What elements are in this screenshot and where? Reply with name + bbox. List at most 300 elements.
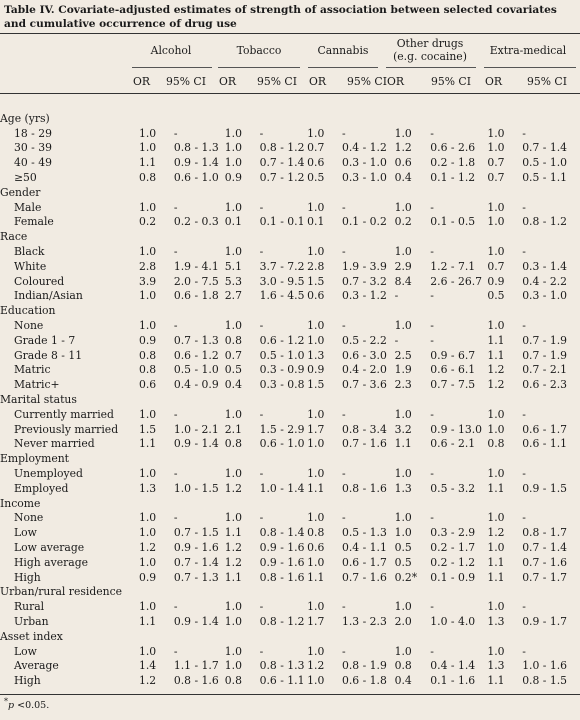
or-cell <box>395 496 431 511</box>
or-cell: 1.1 <box>487 481 505 495</box>
or-cell: 1.0 <box>138 526 157 540</box>
ci-cell: - <box>259 126 264 140</box>
ci-cell: 0.2 - 0.3 <box>173 215 219 229</box>
row-label: Low <box>14 526 37 540</box>
or-cell <box>395 229 431 244</box>
or-cell: 1.0 <box>224 511 242 525</box>
table-row <box>0 644 580 659</box>
table-row <box>0 333 580 348</box>
ci-cell: - <box>173 467 178 481</box>
or-cell: 0.5 <box>394 555 412 569</box>
or-cell <box>225 303 260 318</box>
row-label: Indian/Asian <box>14 289 83 303</box>
ci-cell: 1.5 - 2.9 <box>259 422 305 436</box>
or-cell: 1.0 <box>224 141 242 155</box>
or-cell <box>487 629 522 644</box>
ci-cell <box>260 303 308 318</box>
ci-cell <box>522 451 580 466</box>
or-cell <box>487 229 522 244</box>
ci-cell: 1.0 - 1.4 <box>259 481 305 495</box>
ci-cell <box>342 629 395 644</box>
ci-cell: 0.7 - 1.2 <box>259 171 305 185</box>
table-row <box>0 244 580 259</box>
or-cell: 1.3 <box>487 659 505 673</box>
or-cell: 2.3 <box>394 378 412 392</box>
row-label: Unemployed <box>14 467 83 481</box>
row-label: High <box>14 674 41 688</box>
section-row <box>0 585 580 600</box>
ci-cell: 0.7 - 1.6 <box>342 570 387 584</box>
or-cell: 1.0 <box>487 141 505 155</box>
ci-cell <box>260 185 308 200</box>
or-cell: 1.0 <box>307 126 325 140</box>
or-cell: 3.9 <box>138 274 157 288</box>
ci-cell <box>430 451 487 466</box>
ci-cell: 1.0 - 4.0 <box>430 614 476 628</box>
row-label: 18 - 29 <box>14 126 52 140</box>
or-cell: - <box>394 333 399 347</box>
ci-cell <box>430 229 487 244</box>
subheader-ci: 95% CI <box>431 75 471 88</box>
or-cell: 1.1 <box>138 156 157 170</box>
ci-cell: 0.3 - 1.0 <box>342 156 387 170</box>
or-cell: 0.7 <box>224 348 242 362</box>
row-label: Previously married <box>14 422 119 436</box>
ci-cell: 0.8 - 1.6 <box>342 481 387 495</box>
or-cell: 1.0 <box>394 245 412 259</box>
ci-cell: - <box>342 511 346 525</box>
ci-cell <box>342 185 395 200</box>
group-underline <box>218 67 300 68</box>
or-cell: 0.8 <box>138 363 157 377</box>
subheader-ci: 95% CI <box>347 75 387 88</box>
ci-cell: 0.6 - 1.8 <box>173 289 219 303</box>
table-row <box>0 407 580 422</box>
table-row <box>0 437 580 452</box>
or-cell: 1.2 <box>307 659 325 673</box>
row-label: Low average <box>14 541 85 554</box>
or-cell: 1.0 <box>307 600 325 614</box>
ci-cell: 0.8 - 1.3 <box>259 659 305 673</box>
or-cell <box>395 629 431 644</box>
or-cell: 2.0 <box>394 614 412 628</box>
ci-cell: 0.9 - 1.6 <box>173 541 219 554</box>
or-cell: 1.0 <box>487 467 505 481</box>
ci-cell: - <box>342 200 346 214</box>
ci-cell: 0.7 - 1.9 <box>522 333 568 347</box>
or-cell <box>307 629 342 644</box>
or-cell: 1.0 <box>487 511 505 525</box>
ci-cell: 0.8 - 1.9 <box>342 659 387 673</box>
section-row <box>0 111 580 126</box>
or-cell: 0.7 <box>487 259 505 273</box>
or-cell: - <box>394 289 399 303</box>
or-cell <box>487 496 522 511</box>
ci-cell: 0.6 - 2.6 <box>430 141 476 155</box>
ci-cell: 0.9 - 1.7 <box>522 614 568 628</box>
or-cell: 1.0 <box>487 319 505 333</box>
ci-cell <box>342 585 395 600</box>
or-cell <box>139 303 174 318</box>
ci-cell: - <box>430 319 434 333</box>
or-cell: 1.0 <box>487 644 505 658</box>
ci-cell: 0.5 - 1.0 <box>522 156 568 170</box>
header-rule <box>0 93 580 94</box>
ci-cell: - <box>522 467 526 481</box>
or-cell: 1.1 <box>224 526 242 540</box>
or-cell: 1.2 <box>224 555 242 569</box>
ci-cell: 0.3 - 1.2 <box>342 289 387 303</box>
or-cell: 0.2 <box>138 215 157 229</box>
ci-cell: - <box>430 467 434 481</box>
or-cell: 1.0 <box>487 407 505 421</box>
or-cell <box>225 496 260 511</box>
ci-cell: - <box>430 245 434 259</box>
ci-cell: 0.9 - 1.5 <box>522 481 568 495</box>
or-cell: 1.0 <box>138 644 157 658</box>
ci-cell <box>430 629 487 644</box>
ci-cell: - <box>522 511 526 525</box>
table-row <box>0 363 580 378</box>
row-label: Coloured <box>14 274 65 288</box>
ci-cell <box>430 185 487 200</box>
ci-cell: 0.9 - 1.4 <box>173 156 219 170</box>
section-row <box>0 392 580 407</box>
or-cell: 0.6 <box>394 156 412 170</box>
ci-cell <box>342 451 395 466</box>
ci-cell: 0.9 - 1.6 <box>259 541 305 554</box>
ci-cell: 0.7 - 1.7 <box>522 570 568 584</box>
section-row <box>0 451 580 466</box>
or-cell: 1.0 <box>487 541 505 554</box>
table-row <box>0 466 580 481</box>
or-cell <box>487 585 522 600</box>
or-cell: 0.1 <box>224 215 242 229</box>
table-row <box>0 511 580 526</box>
or-cell <box>139 629 174 644</box>
ci-cell <box>342 111 395 126</box>
top-rule <box>0 33 580 34</box>
row-label: 30 - 39 <box>14 141 52 155</box>
or-cell: 1.0 <box>394 511 412 525</box>
ci-cell <box>522 585 580 600</box>
or-cell: 1.9 <box>394 363 412 377</box>
col-group-tobacco: Tobacco <box>236 44 282 57</box>
subheader-or: OR <box>309 75 326 88</box>
col-group-note: (e.g. cocaine) <box>393 50 467 63</box>
or-cell: 1.5 <box>138 422 157 436</box>
or-cell: 0.9 <box>224 171 242 185</box>
ci-cell <box>522 111 580 126</box>
or-cell: 1.0 <box>394 407 412 421</box>
table-row <box>0 155 580 170</box>
or-cell: 1.0 <box>138 245 157 259</box>
or-cell: 1.0 <box>307 437 325 451</box>
ci-cell: 1.0 - 1.5 <box>173 481 219 495</box>
ci-cell <box>522 185 580 200</box>
ci-cell: - <box>522 200 526 214</box>
ci-cell: - <box>259 600 264 614</box>
or-cell: 1.1 <box>487 674 505 688</box>
or-cell: 1.1 <box>224 570 242 584</box>
ci-cell <box>260 585 308 600</box>
ci-cell: - <box>173 126 178 140</box>
ci-cell: 0.1 - 0.5 <box>430 215 476 229</box>
ci-cell: 0.7 - 1.6 <box>522 555 568 569</box>
or-cell: 1.0 <box>307 674 325 688</box>
or-cell <box>487 303 522 318</box>
ci-cell: - <box>522 407 526 421</box>
or-cell: 1.0 <box>224 600 242 614</box>
or-cell: 1.2 <box>394 141 412 155</box>
ci-cell: 0.4 - 1.4 <box>430 659 476 673</box>
table-row <box>0 141 580 156</box>
or-cell: 1.1 <box>307 481 325 495</box>
ci-cell: 0.3 - 1.0 <box>342 171 387 185</box>
or-cell: 0.6 <box>307 156 325 170</box>
ci-cell <box>174 392 225 407</box>
table-row <box>0 200 580 215</box>
or-cell: 1.0 <box>138 467 157 481</box>
ci-cell: - <box>522 245 526 259</box>
ci-cell <box>260 111 308 126</box>
or-cell: 1.2 <box>224 541 242 554</box>
or-cell: 1.0 <box>394 319 412 333</box>
or-cell: 1.0 <box>224 467 242 481</box>
ci-cell: 0.4 - 1.2 <box>342 141 387 155</box>
ci-cell: - <box>430 600 434 614</box>
group-underline <box>386 67 476 68</box>
or-cell: 0.7 <box>307 141 325 155</box>
ci-cell <box>174 496 225 511</box>
ci-cell: - <box>173 200 178 214</box>
row-label: Male <box>14 200 42 214</box>
row-label: Employed <box>14 481 69 495</box>
or-cell <box>487 451 522 466</box>
or-cell: 0.6 <box>307 541 325 554</box>
ci-cell: 0.1 - 1.6 <box>430 674 476 688</box>
table-row <box>0 525 580 540</box>
ci-cell: 0.6 - 2.1 <box>430 437 476 451</box>
or-cell: 0.2* <box>394 570 418 584</box>
row-label: High average <box>14 555 88 569</box>
table-row <box>0 170 580 185</box>
or-cell <box>139 111 174 126</box>
ci-cell: 0.5 - 1.0 <box>173 363 219 377</box>
or-cell: 0.9 <box>138 333 157 347</box>
or-cell: 0.8 <box>138 171 157 185</box>
ci-cell <box>430 111 487 126</box>
table-row <box>0 599 580 614</box>
or-cell <box>395 111 431 126</box>
ci-cell: 0.9 - 1.4 <box>173 614 219 628</box>
or-cell: 3.2 <box>394 422 412 436</box>
row-label: None <box>14 319 44 333</box>
footnote-text: <0.05. <box>14 700 50 712</box>
subheader-or: OR <box>133 75 150 88</box>
or-cell: 2.5 <box>394 348 412 362</box>
table-row <box>0 555 580 570</box>
ci-cell: 0.8 - 1.5 <box>522 674 568 688</box>
section-row <box>0 303 580 318</box>
or-cell: 1.0 <box>224 614 242 628</box>
row-label: Female <box>14 215 54 229</box>
ci-cell: 0.6 - 1.0 <box>259 437 305 451</box>
row-label: White <box>14 259 47 273</box>
or-cell: 1.0 <box>487 600 505 614</box>
section-label: Gender <box>0 185 41 199</box>
or-cell: 1.0 <box>487 126 505 140</box>
ci-cell <box>522 392 580 407</box>
ci-cell: - <box>430 289 434 303</box>
or-cell: 1.0 <box>487 422 505 436</box>
col-group-extra-medical: Extra-medical <box>489 44 567 57</box>
or-cell: 1.0 <box>138 511 157 525</box>
or-cell <box>225 392 260 407</box>
ci-cell: 0.4 - 2.2 <box>522 274 568 288</box>
or-cell: 1.5 <box>307 378 325 392</box>
or-cell: 0.7 <box>487 171 505 185</box>
table-row <box>0 658 580 673</box>
or-cell: 1.0 <box>394 467 412 481</box>
row-label: Rural <box>14 600 45 614</box>
or-cell: 0.1 <box>307 215 325 229</box>
ci-cell: 3.7 - 7.2 <box>259 259 305 273</box>
or-cell <box>225 229 260 244</box>
or-cell <box>307 229 342 244</box>
or-cell: 1.0 <box>307 200 325 214</box>
or-cell: 1.1 <box>394 437 412 451</box>
or-cell: 1.0 <box>394 126 412 140</box>
footnote-var: p <box>8 700 15 712</box>
ci-cell: 0.6 - 1.2 <box>173 348 219 362</box>
group-underline <box>132 67 212 68</box>
ci-cell: 0.6 - 1.1 <box>259 674 305 688</box>
or-cell: 1.0 <box>138 407 157 421</box>
col-group-other-drugs: Other drugs <box>396 37 464 50</box>
or-cell: 0.5 <box>394 541 412 554</box>
or-cell: 1.3 <box>487 614 505 628</box>
or-cell: 1.0 <box>307 319 325 333</box>
or-cell <box>139 585 174 600</box>
or-cell: 1.0 <box>394 644 412 658</box>
ci-cell: 0.1 - 0.9 <box>430 570 476 584</box>
or-cell: 1.7 <box>307 422 325 436</box>
section-label: Urban/rural residence <box>0 585 123 599</box>
or-cell: 0.5 <box>224 363 242 377</box>
table-row <box>0 377 580 392</box>
row-label: Urban <box>14 614 49 628</box>
ci-cell: - <box>259 407 264 421</box>
table-row <box>0 318 580 333</box>
ci-cell: 0.9 - 13.0 <box>430 422 483 436</box>
or-cell <box>307 392 342 407</box>
ci-cell: - <box>259 200 264 214</box>
or-cell: 0.2 <box>394 215 412 229</box>
or-cell: 1.2 <box>487 363 505 377</box>
or-cell <box>307 451 342 466</box>
or-cell: 1.2 <box>224 481 242 495</box>
or-cell <box>225 629 260 644</box>
or-cell <box>225 185 260 200</box>
section-label: Marital status <box>0 393 77 407</box>
or-cell <box>307 496 342 511</box>
ci-cell: 0.8 - 1.6 <box>259 570 305 584</box>
or-cell <box>139 392 174 407</box>
ci-cell: 1.9 - 4.1 <box>173 259 219 273</box>
or-cell <box>487 392 522 407</box>
or-cell: 2.9 <box>394 259 412 273</box>
ci-cell: 0.8 - 1.6 <box>173 674 219 688</box>
ci-cell <box>430 392 487 407</box>
group-underline <box>308 67 378 68</box>
ci-cell: 0.7 - 1.9 <box>522 348 568 362</box>
subheader-or: OR <box>219 75 236 88</box>
or-cell: 0.5 <box>307 171 325 185</box>
or-cell: 1.0 <box>307 511 325 525</box>
table-row <box>0 614 580 629</box>
ci-cell: 0.7 - 1.3 <box>173 570 219 584</box>
or-cell: 1.1 <box>487 348 505 362</box>
ci-cell: 0.3 - 0.8 <box>259 378 305 392</box>
ci-cell <box>260 496 308 511</box>
ci-cell: 0.8 - 1.7 <box>522 526 568 540</box>
ci-cell: - <box>430 407 434 421</box>
section-label: Income <box>0 496 41 510</box>
ci-cell: - <box>522 600 526 614</box>
ci-cell: - <box>259 245 264 259</box>
ci-cell: 0.3 - 2.9 <box>430 526 476 540</box>
ci-cell <box>342 392 395 407</box>
table-title: Table IV. Covariate-adjusted estimates of strength of association between selected covariates and cumulative occurrence of drug use <box>4 4 557 30</box>
or-cell: 1.3 <box>138 481 157 495</box>
ci-cell: 0.4 - 1.1 <box>342 541 387 554</box>
ci-cell: 0.1 - 0.2 <box>342 215 387 229</box>
or-cell: 0.4 <box>394 171 412 185</box>
ci-cell: 0.1 - 0.1 <box>259 215 305 229</box>
or-cell <box>487 185 522 200</box>
ci-cell: 1.0 - 1.6 <box>522 659 568 673</box>
ci-cell: 2.6 - 26.7 <box>430 274 483 288</box>
ci-cell: - <box>173 644 178 658</box>
ci-cell: - <box>173 511 178 525</box>
or-cell <box>225 111 260 126</box>
or-cell: 1.0 <box>487 215 505 229</box>
ci-cell: 0.6 - 1.0 <box>173 171 219 185</box>
or-cell: 1.0 <box>138 126 157 140</box>
ci-cell: 0.1 - 1.2 <box>430 171 476 185</box>
or-cell: 0.8 <box>138 348 157 362</box>
or-cell: 0.9 <box>487 274 505 288</box>
ci-cell: 1.1 - 1.7 <box>173 659 219 673</box>
ci-cell: 0.2 - 1.2 <box>430 555 476 569</box>
or-cell <box>307 585 342 600</box>
or-cell: 0.9 <box>138 570 157 584</box>
or-cell <box>139 185 174 200</box>
ci-cell <box>342 496 395 511</box>
ci-cell: - <box>430 200 434 214</box>
ci-cell <box>342 303 395 318</box>
ci-cell: 0.2 - 1.8 <box>430 156 476 170</box>
section-label: Employment <box>0 452 70 466</box>
or-cell: 1.2 <box>138 541 157 554</box>
ci-cell: 3.0 - 9.5 <box>259 274 305 288</box>
ci-cell: 0.9 - 1.6 <box>259 555 305 569</box>
row-label: 40 - 49 <box>14 156 52 170</box>
ci-cell: - <box>342 644 346 658</box>
ci-cell <box>174 303 225 318</box>
ci-cell: - <box>342 245 346 259</box>
